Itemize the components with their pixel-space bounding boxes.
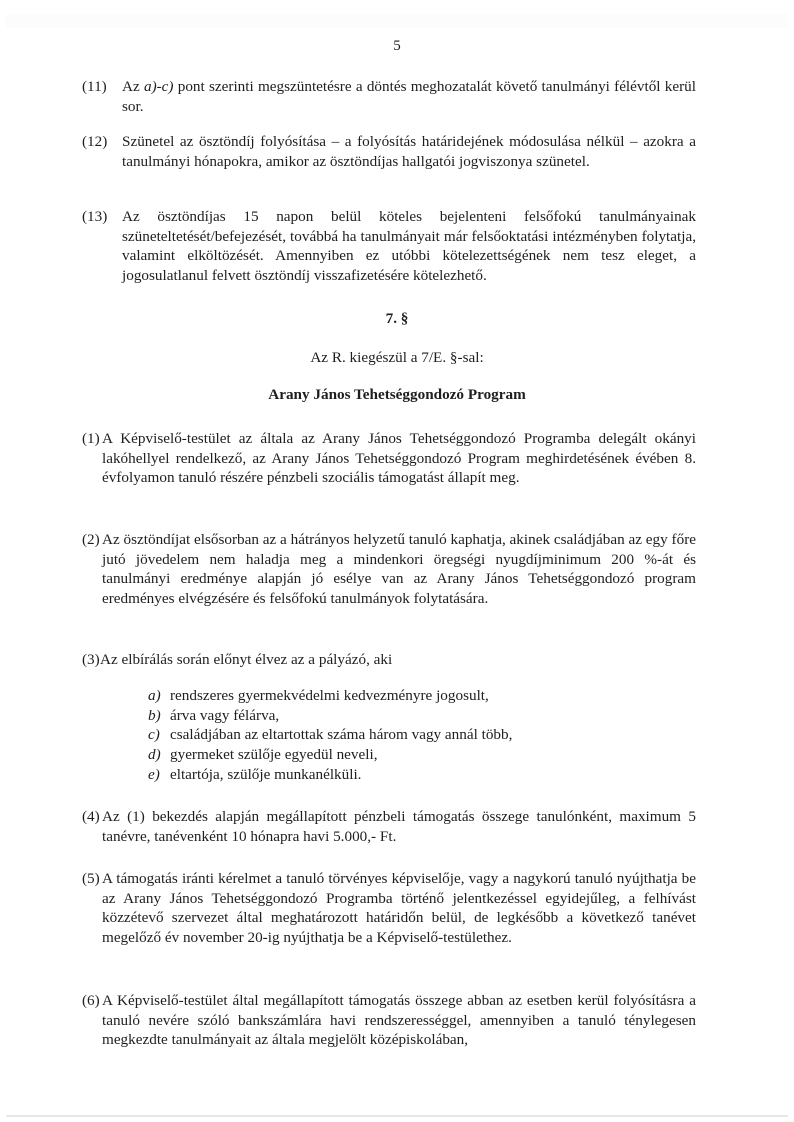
italic-reference: a)-c) bbox=[143, 78, 174, 95]
list-marker: b) bbox=[148, 706, 161, 724]
paragraph-1 bbox=[82, 429, 696, 488]
list-item-text: eltartója, szülője munkanélküli. bbox=[170, 765, 362, 783]
paragraph-number: (6) bbox=[82, 992, 100, 1009]
criteria-list bbox=[148, 686, 708, 785]
list-marker: a) bbox=[148, 687, 161, 704]
paragraph-5 bbox=[82, 869, 696, 947]
list-item-text: családjában az eltartottak száma három vagy annál több, bbox=[170, 726, 513, 744]
paragraph-text: Az ösztöndíjas 15 napon belül köteles bejelenteni felsőfokú tanulmányainak szüneteltetését/befejezését, továbbá ha tanulmányait már felsőoktatási intézményben folytatja, valamint elköltözését. Amennyiben ez utóbbi kötelezettségének nem tesz eleget, a jogosulatlanul felvett ösztöndíj visszafizetésére kötelezhető. bbox=[122, 208, 696, 284]
list-item bbox=[148, 765, 708, 785]
paragraph-number: (11) bbox=[82, 78, 107, 95]
paragraph-12 bbox=[82, 132, 696, 171]
paragraph-number: (13) bbox=[82, 208, 108, 225]
paragraph-number: (1) bbox=[82, 430, 100, 447]
list-item bbox=[148, 745, 708, 765]
paragraph-3 bbox=[82, 650, 696, 670]
list-item bbox=[148, 706, 708, 726]
text-segment: Az bbox=[122, 78, 144, 95]
paragraph-number: (4) bbox=[82, 808, 100, 825]
paragraph-text: Az ösztöndíjat elsősorban az a hátrányos helyzetű tanuló kaphatja, akinek családjában az egy főre jutó jövedelem nem haladja meg a mindenkori öregségi nyugdíjminimum 200 %-át és tanulmányi eredménye alapján jó esélye van az Arany János Tehetséggondozó program eredményes elvégzésére és felsőfokú tanulmányok folytatására. bbox=[102, 531, 696, 607]
paragraph-2 bbox=[82, 530, 696, 608]
paragraph-number: (3) bbox=[82, 651, 100, 668]
paragraph-text: A támogatás iránti kérelmet a tanuló törvényes képviselője, vagy a nagykorú tanuló nyújthatja be az Arany János Tehetséggondozó Programba történő jelentkezéssel egyidejűleg, a felhívást közzétevő szervezet által meghatározott határidőn belül, de legkésőbb a következő tanévet megelőző év november 20-ig nyújthatja be a Képviselő-testülethez. bbox=[102, 870, 696, 946]
list-item bbox=[148, 686, 708, 706]
list-item-text: gyermeket szülője egyedül neveli, bbox=[170, 746, 378, 764]
text-segment: pont szerinti megszüntetésre a döntés meghozatalát követő tanulmányi félévtől kerül sor. bbox=[122, 78, 696, 115]
list-marker: d) bbox=[148, 746, 161, 764]
page-number: 5 bbox=[393, 38, 401, 54]
paragraph-text: Az (1) bekezdés alapján megállapított pénzbeli támogatás összege tanulónként, maximum 5 tanévre, tanévenként 10 hónapra havi 5.000,- Ft. bbox=[102, 808, 696, 845]
section-heading: Arany János Tehetséggondozó Program bbox=[268, 386, 526, 403]
list-item-text: rendszeres gyermekvédelmi kedvezményre jogosult, bbox=[170, 687, 489, 704]
paragraph-text: A Képviselő-testület által megállapított támogatás összege abban az esetben kerül folyósításra a tanuló nevére szóló bankszámlára havi rendszerességgel, amennyiben a tanuló ténylegesen megkezdte tanulmányait az általa megjelölt középiskolában, bbox=[102, 992, 696, 1049]
scan-artifact-bottom bbox=[6, 1115, 788, 1117]
list-marker: c) bbox=[148, 726, 160, 744]
paragraph-text bbox=[122, 77, 696, 116]
paragraph-number: (2) bbox=[82, 531, 100, 548]
paragraph-number: (12) bbox=[82, 133, 108, 150]
paragraph-text: Szünetel az ösztöndíj folyósítása – a folyósítás határidejének módosulása nélkül – azokra a tanulmányi hónapokra, amikor az ösztöndíjas hallgatói jogviszonya szünetel. bbox=[122, 133, 696, 170]
paragraph-13 bbox=[82, 207, 696, 285]
section-title: 7. § bbox=[385, 310, 409, 327]
scan-artifact-top bbox=[6, 14, 788, 28]
paragraph-text: A Képviselő-testület az általa az Arany János Tehetséggondozó Programba delegált okányi lakóhellyel rendelkező, az Arany János Tehetséggondozó Program meghirdetésének évében 8. évfolyamon tanuló részére pénzbeli szociális támogatást állapít meg. bbox=[102, 430, 696, 487]
paragraph-number: (5) bbox=[82, 870, 100, 887]
list-item bbox=[148, 725, 708, 745]
paragraph-11 bbox=[82, 77, 696, 116]
paragraph-4 bbox=[82, 807, 696, 846]
section-intro: Az R. kiegészül a 7/E. §-sal: bbox=[310, 349, 484, 366]
paragraph-text: Az elbírálás során előnyt élvez az a pályázó, aki bbox=[100, 651, 393, 668]
paragraph-6 bbox=[82, 991, 696, 1050]
list-marker: e) bbox=[148, 765, 160, 783]
list-item-text: árva vagy félárva, bbox=[170, 706, 280, 724]
